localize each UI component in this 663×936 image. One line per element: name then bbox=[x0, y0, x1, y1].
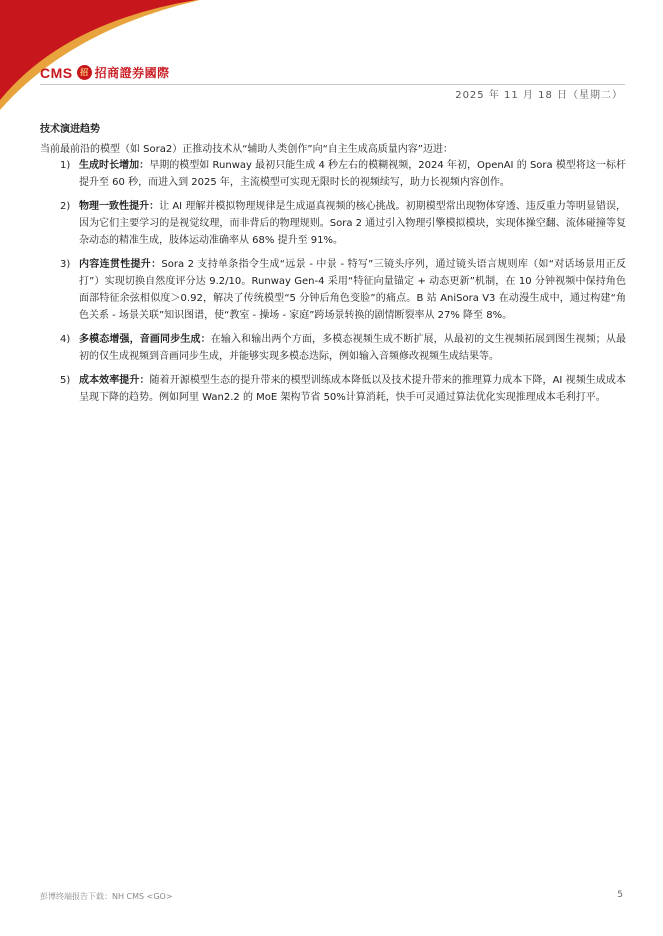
corner-decoration bbox=[0, 0, 200, 112]
item-lead: 多模态增强，音画同步生成： bbox=[79, 334, 211, 345]
list-item bbox=[40, 372, 626, 406]
item-body bbox=[79, 256, 626, 324]
list-item bbox=[40, 331, 626, 365]
section-title: 技术演进趋势 bbox=[40, 124, 100, 135]
item-text: 在输入和输出两个方面，多模态视频生成不断扩展，从最初的文生视频拓展到图生视频；从最初的仅生成视频到音画同步生成，并能够实现多模态迭际，例如输入音频修改视频生成结果等。 bbox=[79, 334, 627, 362]
item-text: 让 AI 理解并模拟物理规律是生成逼真视频的核心挑战。初期模型常出现物体穿透、违反重力等明显错误，因为它们主要学习的是视觉纹理，而非背后的物理规则。Sora 2 通过引入物理引擎模拟模块，实现体操空翻、流体碰撞等复杂动态的精准生成，肢体运动准确率从 68% 提升至 91%。 bbox=[79, 201, 626, 246]
list-item bbox=[40, 256, 626, 324]
list-item bbox=[40, 157, 626, 191]
item-number: 3) bbox=[60, 259, 71, 270]
company-logo bbox=[40, 64, 170, 81]
header-divider bbox=[40, 84, 625, 85]
item-number: 1) bbox=[60, 160, 71, 171]
item-body bbox=[79, 372, 626, 406]
item-body bbox=[79, 331, 626, 365]
footer-bloomberg-note: 彭博终端报告下载：NH CMS <GO> bbox=[40, 892, 173, 901]
item-lead: 成本效率提升： bbox=[79, 375, 150, 386]
report-date: 2025 年 11 月 18 日（星期二） bbox=[455, 90, 623, 101]
page-number: 5 bbox=[617, 890, 623, 900]
item-lead: 内容连贯性提升： bbox=[79, 259, 162, 270]
item-text: Sora 2 支持单条指令生成“远景 - 中景 - 特写”三镜头序列，通过镜头语言规则库（如“对话场景用正反打”）实现切换自然度评分达 9.2/10。Runway Gen-4 采用“特征向量锚定 + 动态更新”机制，在 10 分钟视频中保持角色面部特征余弦相似度＞0.92，解决了传统模型“5 分钟后角色变脸”的痛点。B 站 AniSora V3 在动漫生成中，通过构建“角色关系 - 场景关联”知识图谱，使“教室 - 操场 - 家庭”跨场景转换的剧情断裂率从 27% 降至 8%。 bbox=[79, 259, 626, 321]
trend-list bbox=[40, 157, 626, 413]
logo-brand-text: CMS bbox=[40, 64, 73, 81]
item-lead: 物理一致性提升： bbox=[79, 201, 160, 212]
item-body bbox=[79, 198, 626, 249]
item-text: 早期的模型如 Runway 最初只能生成 4 秒左右的模糊视频，2024 年初，OpenAI 的 Sora 模型将这一标杆提升至 60 秒，而进入到 2025 年，主流模型可实现无限时长的视频续写，助力长视频内容创作。 bbox=[79, 160, 626, 188]
item-text: 随着开源模型生态的提升带来的模型训练成本降低以及技术提升带来的推理算力成本下降，AI 视频生成成本呈现下降的趋势。例如阿里 Wan2.2 的 MoE 架构节省 50%计算消耗，快手可灵通过算法优化实现推理成本毛利打平。 bbox=[79, 375, 627, 403]
item-number: 2) bbox=[60, 201, 71, 212]
logo-badge-icon: 招 bbox=[77, 65, 92, 80]
item-lead: 生成时长增加： bbox=[79, 160, 150, 171]
logo-company-name: 招商證券國際 bbox=[94, 66, 170, 80]
item-body bbox=[79, 157, 626, 191]
intro-paragraph: 当前最前沿的模型（如 Sora2）正推动技术从“辅助人类创作”向“自主生成高质量内容”迈进： bbox=[40, 144, 453, 155]
list-item bbox=[40, 198, 626, 249]
item-number: 4) bbox=[60, 334, 71, 345]
item-number: 5) bbox=[60, 375, 71, 386]
